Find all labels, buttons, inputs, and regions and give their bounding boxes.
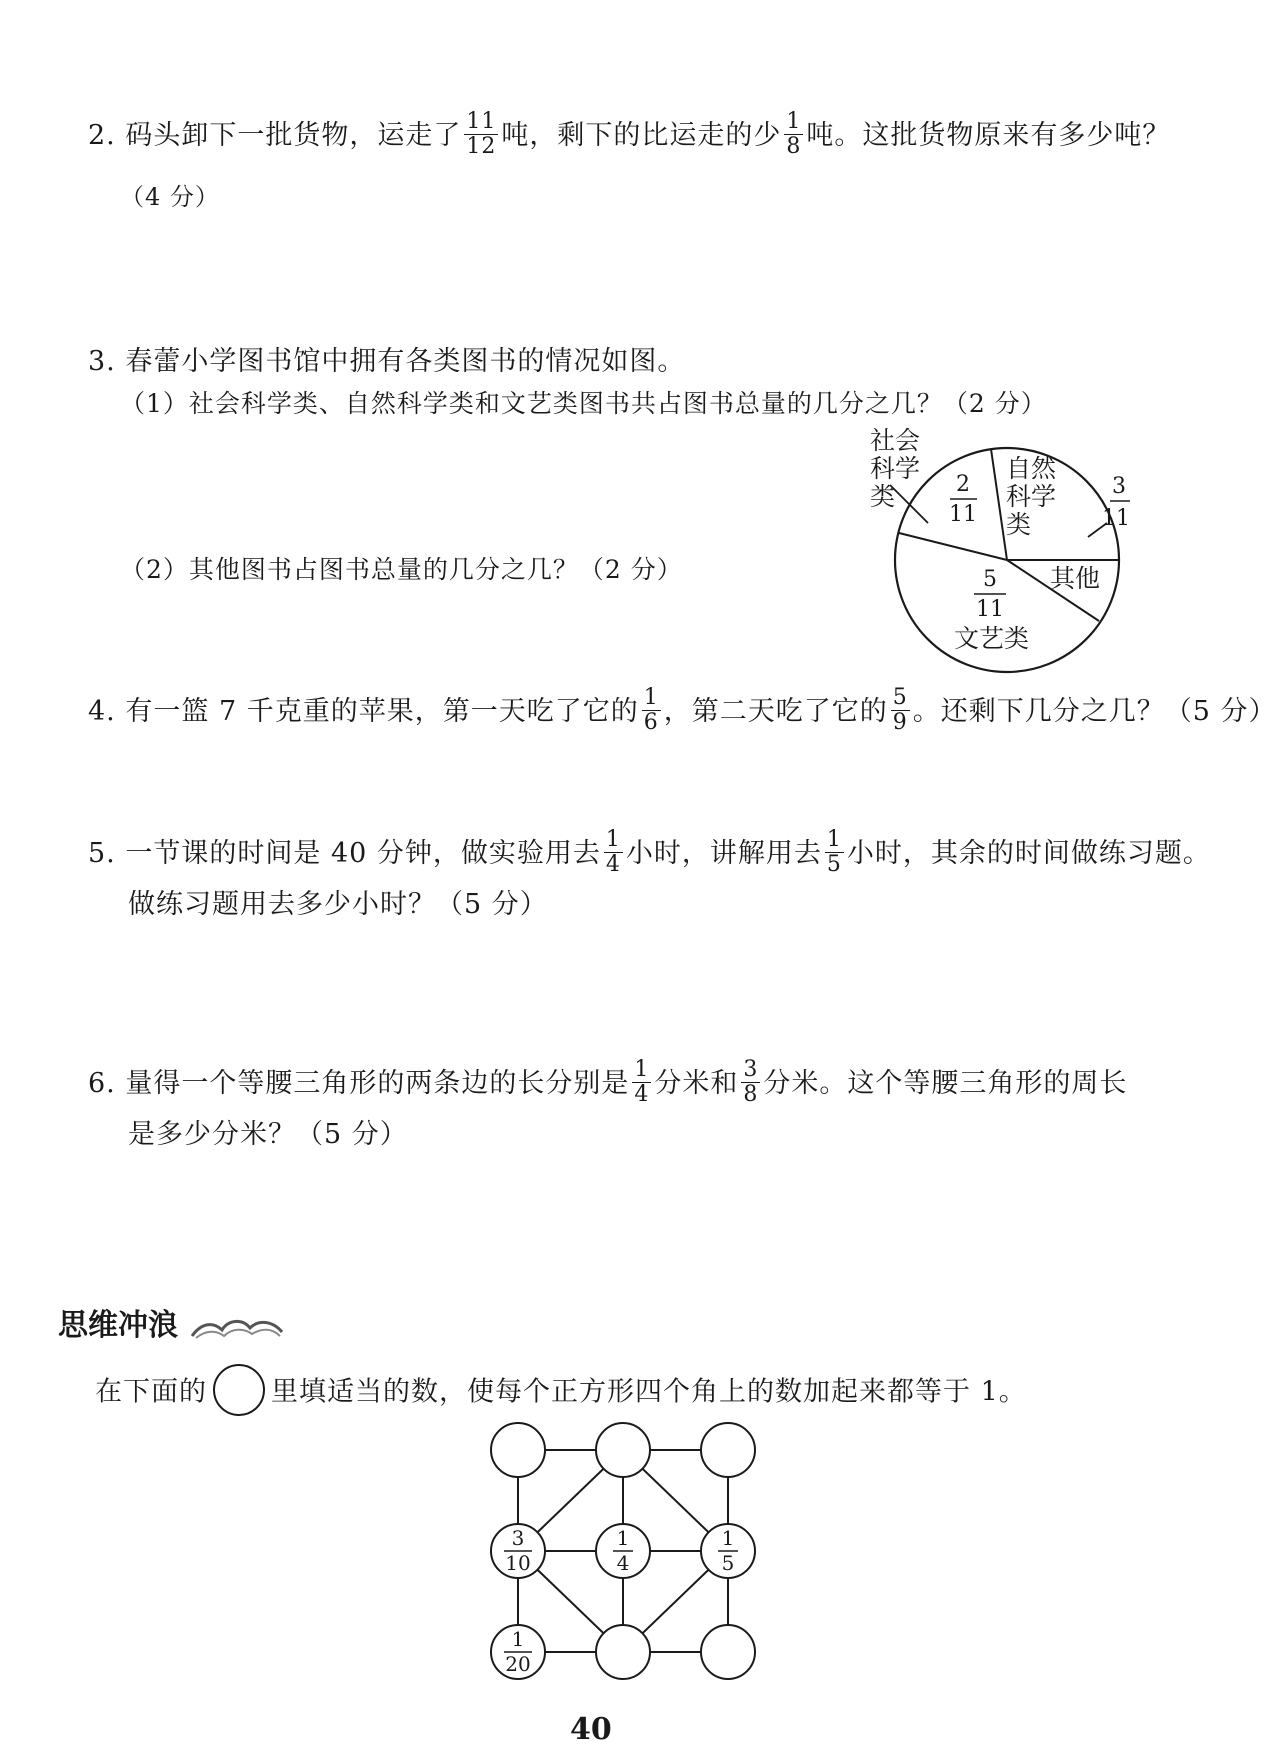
instruction-text-2: 里填适当的数，使每个正方形四个角上的数加起来都等于 1。 bbox=[271, 1376, 1027, 1408]
grid-value-middle-right-denominator: 5 bbox=[721, 1551, 735, 1575]
pie-social-denominator: 11 bbox=[949, 502, 977, 527]
pie-label-arts: 文艺类 bbox=[954, 624, 1030, 653]
q6-fraction-1: $\frac{1}{4}$ bbox=[634, 1057, 650, 1107]
q3-number: 3. bbox=[88, 346, 116, 377]
q3-subquestion-1: （1）社会科学类、自然科学类和文艺类图书共占图书总量的几分之几？（2 分） bbox=[120, 389, 1047, 418]
q4-text-2: ，第二天吃了它的 bbox=[663, 696, 888, 727]
pie-label-social-line1: 社会 bbox=[870, 426, 921, 455]
q2-score: （4 分） bbox=[120, 183, 220, 211]
grid-circle-bottom-middle bbox=[596, 1625, 650, 1679]
q6-number: 6. bbox=[88, 1068, 116, 1099]
grid-circle-top-middle bbox=[596, 1423, 650, 1477]
question-2 bbox=[88, 109, 1171, 161]
grid-value-center-denominator: 4 bbox=[616, 1551, 630, 1575]
social-leader-line bbox=[890, 485, 928, 523]
wave-decoration-icon bbox=[188, 1312, 288, 1342]
book-category-pie-chart bbox=[860, 425, 1130, 685]
pie-label-social-line2: 科学 bbox=[870, 454, 921, 483]
pie-divider-social-nature bbox=[991, 449, 1007, 560]
q4-text-3: 。还剩下几分之几？（5 分） bbox=[912, 696, 1276, 727]
pie-divider-social-arts bbox=[899, 533, 1007, 560]
q5-text-3: 小时，其余的时间做练习题。 bbox=[846, 838, 1211, 869]
q5-text-1: 一节课的时间是 40 分钟，做实验用去 bbox=[125, 838, 601, 869]
q6-text-2: 分米和 bbox=[654, 1068, 739, 1099]
q4-fraction-2: $\frac{5}{9}$ bbox=[892, 685, 908, 735]
q3-text: 春蕾小学图书馆中拥有各类图书的情况如图。 bbox=[125, 346, 686, 377]
q6-text-1: 量得一个等腰三角形的两条边的长分别是 bbox=[125, 1068, 630, 1099]
grid-circle-bottom-right bbox=[701, 1625, 755, 1679]
grid-value-middle-right-numerator: 1 bbox=[721, 1526, 735, 1550]
grid-circle-top-right bbox=[701, 1423, 755, 1477]
grid-circle-top-left bbox=[491, 1423, 545, 1477]
q2-fraction-1: $\frac{11}{12}$ bbox=[466, 109, 497, 159]
circle-blank-icon bbox=[213, 1364, 265, 1416]
pie-label-nature-line1: 自然 bbox=[1006, 454, 1057, 483]
q6-line-2: 是多少分米？（5 分） bbox=[128, 1119, 408, 1150]
question-3 bbox=[88, 342, 685, 382]
instruction-line bbox=[95, 1367, 1027, 1419]
grid-value-bottom-left-numerator: 1 bbox=[511, 1627, 525, 1651]
pie-arts-numerator: 5 bbox=[983, 567, 997, 592]
grid-value-bottom-left-denominator: 20 bbox=[505, 1652, 531, 1676]
q2-text-3: 吨。这批货物原来有多少吨？ bbox=[806, 120, 1171, 151]
grid-value-center-numerator: 1 bbox=[616, 1526, 630, 1550]
page-number: 40 bbox=[570, 1712, 612, 1747]
q5-number: 5. bbox=[88, 838, 116, 869]
q5-text-2: 小时，讲解用去 bbox=[625, 838, 822, 869]
q5-line-2: 做练习题用去多少小时？（5 分） bbox=[128, 889, 548, 920]
q5-fraction-2: $\frac{1}{5}$ bbox=[826, 827, 842, 877]
q4-fraction-1: $\frac{1}{6}$ bbox=[643, 685, 659, 735]
q3-subquestion-2: （2）其他图书占图书总量的几分之几？（2 分） bbox=[120, 555, 683, 584]
pie-nature-numerator: 3 bbox=[1112, 474, 1126, 499]
section-title-text: 思维冲浪 bbox=[58, 1308, 178, 1343]
pie-arts-denominator: 11 bbox=[976, 597, 1004, 622]
question-6 bbox=[88, 1057, 1128, 1109]
pie-social-numerator: 2 bbox=[956, 472, 970, 497]
q2-text-1: 码头卸下一批货物，运走了 bbox=[125, 120, 462, 151]
q5-fraction-1: $\frac{1}{4}$ bbox=[605, 827, 621, 877]
q2-number: 2. bbox=[88, 120, 116, 151]
q6-text-3: 分米。这个等腰三角形的周长 bbox=[763, 1068, 1128, 1099]
q2-text-2: 吨，剩下的比运走的少 bbox=[501, 120, 782, 151]
instruction-text-1: 在下面的 bbox=[95, 1376, 207, 1408]
q2-fraction-2: $\frac{1}{8}$ bbox=[786, 109, 802, 159]
pie-label-other: 其他 bbox=[1050, 564, 1101, 593]
question-5 bbox=[88, 827, 1211, 879]
q4-text-1: 有一篮 7 千克重的苹果，第一天吃了它的 bbox=[125, 696, 639, 727]
grid-value-middle-left-denominator: 10 bbox=[505, 1551, 531, 1575]
section-title bbox=[58, 1300, 288, 1344]
q6-fraction-2: $\frac{3}{8}$ bbox=[743, 1057, 759, 1107]
pie-nature-denominator: 11 bbox=[1102, 506, 1130, 531]
q4-number: 4. bbox=[88, 696, 116, 727]
question-4 bbox=[88, 685, 1276, 737]
grid-value-middle-left-numerator: 3 bbox=[511, 1526, 525, 1550]
square-grid-diagram bbox=[480, 1420, 770, 1680]
pie-label-social-line3: 类 bbox=[870, 482, 896, 511]
pie-label-nature-line2: 科学 bbox=[1006, 482, 1057, 511]
pie-label-nature-line3: 类 bbox=[1006, 510, 1032, 539]
